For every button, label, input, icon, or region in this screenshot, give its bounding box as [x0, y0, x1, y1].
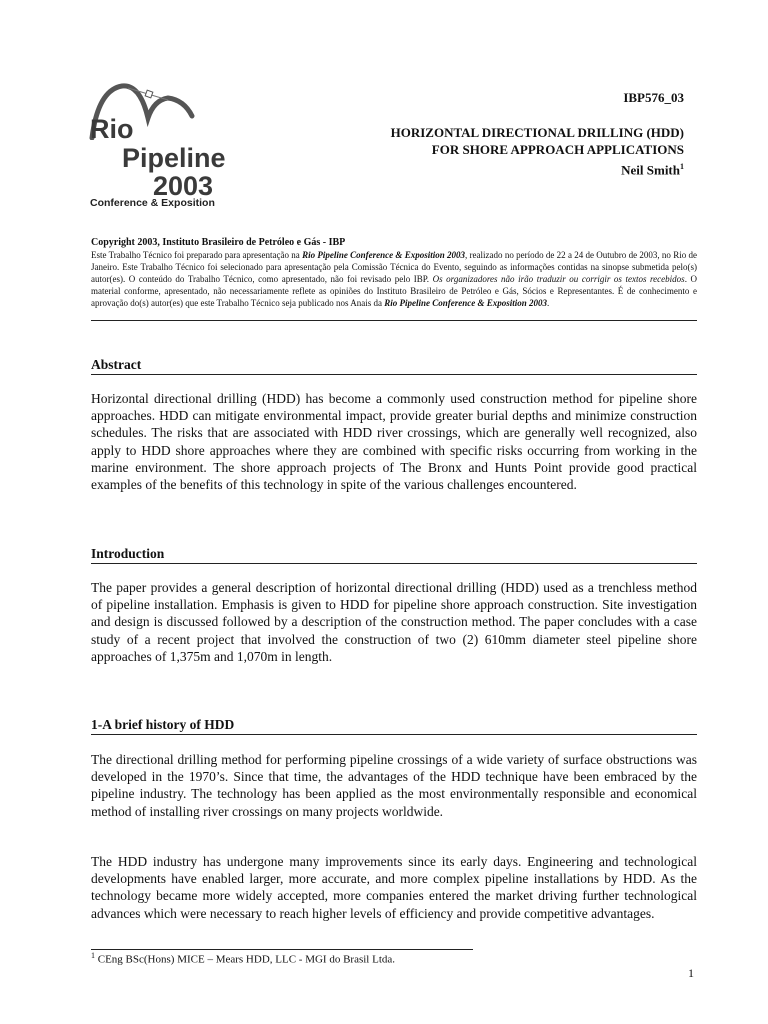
copyright-conference-name: Rio Pipeline Conference & Exposition 2003	[302, 250, 466, 260]
history-paragraph-2: The HDD industry has undergone many improvements since its early days. Engineering and technological developments have enabled larger, more accurate, and more complex pipeline installations by HDD. As the technology became more widely accepted, more companies entered the market driving further technological advances which were necessary to reach higher levels of efficiency and provide competitive advantages.	[91, 854, 697, 921]
footnote-divider	[91, 949, 473, 950]
copyright-heading: Copyright 2003, Instituto Brasileiro de Petróleo e Gás - IBP	[91, 237, 346, 248]
author	[391, 158, 684, 178]
author-name: Neil Smith	[621, 162, 680, 178]
introduction-text: The paper provides a general description of horizontal directional drilling (HDD) used as a trenchless method of pipeline installation. Emphasis is given to HDD for pipeline shore approach construction. Site investigation and design is discussed followed by a description of the construction method. The paper concludes with a case study of a recent project that involved the construction of two (2) 610mm diameter steel pipeline shore approaches of 1,375m and 1,070m in length.	[91, 580, 697, 664]
history-paragraph-1: The directional drilling method for performing pipeline crossings of a wide variety of surface obstructions was developed in the 1970’s. Since that time, the advantages of the HDD technique have been embraced by the pipeline industry. The technology has been applied as the most environmentally responsible and economical method of installing river crossings on many projects worldwide.	[91, 752, 697, 819]
logo-pipeline: Pipeline	[122, 143, 226, 173]
footnote-text: CEng BSc(Hons) MICE – Mears HDD, LLC - MGI do Brasil Ltda.	[95, 953, 396, 966]
footnote-mark: 1	[91, 951, 95, 960]
introduction-heading: Introduction	[91, 545, 697, 564]
copyright-text-4: .	[547, 298, 550, 308]
copyright-text-1: Este Trabalho Técnico foi preparado para apresentação na	[91, 250, 303, 260]
introduction-section	[91, 545, 697, 564]
copyright-divider	[91, 320, 697, 321]
abstract-text: Horizontal directional drilling (HDD) has become a commonly used construction method for pipeline shore approaches. HDD can mitigate environmental impact, provide greater burial depths and minimize construction schedules. The risks that are associated with HDD river crossings, which are generally well recognized, also apply to HDD shore approaches where they are combined with specific risks occurring from working in the marine environment. The shore approach projects of The Bronx and Hunts Point provide good practical examples of the benefits of this technology in spite of the various challenges encountered.	[91, 391, 697, 493]
logo-year: 2003	[153, 171, 214, 201]
copyright-notice	[91, 236, 697, 309]
copyright-body	[91, 249, 697, 309]
footnote	[91, 951, 395, 966]
rio-pipeline-logo	[88, 80, 228, 212]
logo-subtitle: Conference & Exposition	[90, 197, 215, 209]
history-section	[91, 716, 697, 735]
copyright-text-2: , realizado no período de 22 a 24 de Outubro de 2003, no Rio de Janeiro. Este Trabalho Técnico foi selecionado para apresentação pela Comissão Técnica do Evento, seguindo as informações contidas na sinopse submetida pelo(s) autor(es). O conteúdo do Trabalho Técnico, como apresentado, não foi revisado pelo IBP.	[91, 250, 697, 284]
paper-id: IBP576_03	[623, 90, 684, 105]
abstract-heading: Abstract	[91, 356, 697, 375]
copyright-italic-note: Os organizadores não irão traduzir ou corrigir os textos recebidos	[432, 274, 685, 284]
abstract-section	[91, 356, 697, 375]
paper-title-block	[391, 124, 684, 178]
copyright-conference-name-2: Rio Pipeline Conference & Exposition 2003	[384, 298, 548, 308]
page-number: 1	[688, 966, 694, 980]
copyright-text-3: . O material conforme, apresentado, não necessariamente reflete as opiniões do Instituto Brasileiro de Petróleo e Gás, Sócios e Representantes. É de conhecimento e aprovação do(s) autor(es) que este Trabalho Técnico seja publicado nos Anais da	[91, 274, 698, 308]
title-line-1: HORIZONTAL DIRECTIONAL DRILLING (HDD)	[390, 125, 684, 140]
author-footnote-mark: 1	[680, 162, 684, 171]
history-heading: 1-A brief history of HDD	[91, 716, 697, 735]
title-line-2: FOR SHORE APPROACH APPLICATIONS	[431, 142, 684, 157]
logo-rio: Rio	[90, 114, 134, 144]
